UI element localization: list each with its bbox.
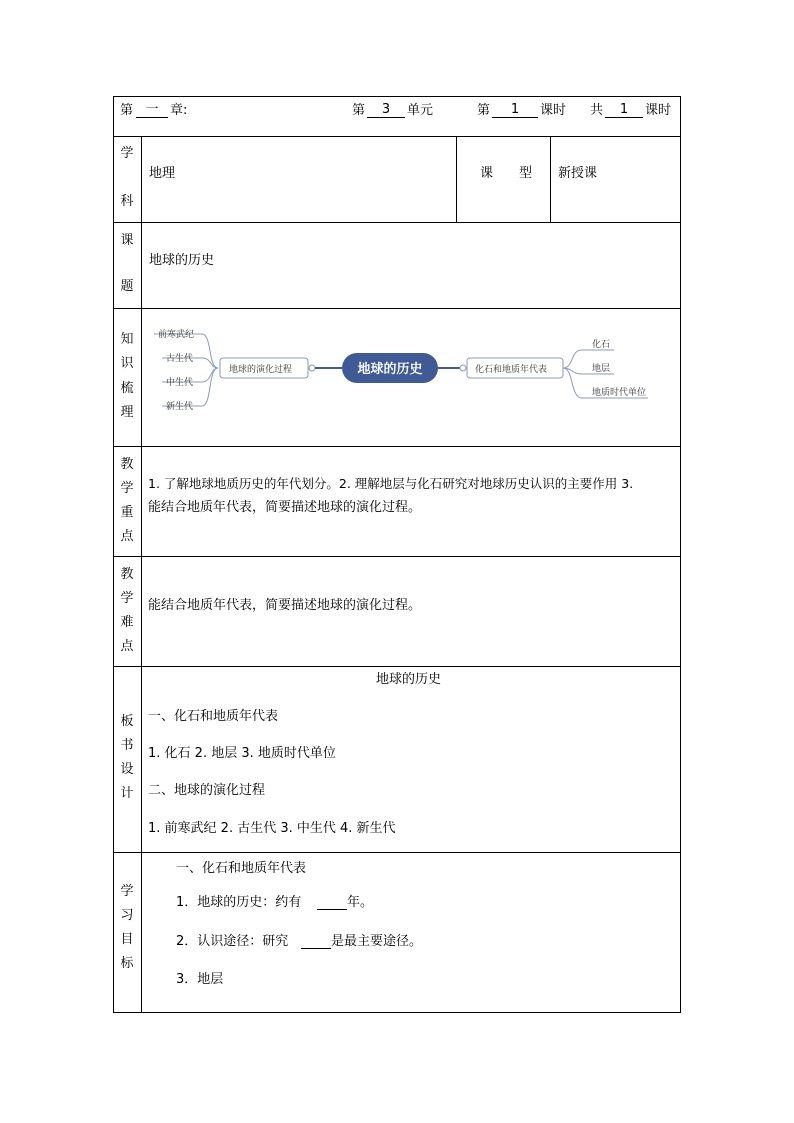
lesson-suffix: 课时 (540, 103, 567, 118)
lesson-prefix: 第 (477, 103, 491, 118)
chapter-suffix: 章: (170, 103, 188, 118)
label-column-divider (141, 136, 142, 1013)
key-points-label: 教 学 重 点 (120, 457, 134, 544)
subject-cell-divider (550, 136, 551, 222)
objectives-line1: 一、化石和地质年代表 (176, 861, 307, 876)
row-divider (113, 556, 681, 557)
subject-label: 学 科 (120, 146, 134, 209)
objectives-line4: 3．地层 (176, 972, 224, 987)
board-line2: 1. 化石 2. 地层 3. 地质时代单位 (148, 746, 336, 761)
row-divider (113, 446, 681, 447)
lesson-value: 1 (492, 103, 538, 118)
row-divider (113, 136, 681, 137)
board-line1: 一、化石和地质年代表 (148, 709, 279, 724)
key-points-line2: 能结合地质年代表，简要描述地球的演化过程。 (148, 500, 422, 515)
chapter-value: 一 (136, 103, 168, 118)
unit-prefix: 第 (352, 103, 366, 118)
total-suffix: 课时 (645, 103, 672, 118)
table-border-right (680, 96, 681, 1013)
total-prefix: 共 (590, 103, 604, 118)
mindmap-center-label: 地球的历史 (357, 362, 423, 377)
lesson-type-label: 课 型 (480, 166, 533, 181)
mindmap-branch-left-label: 地球的演化过程 (229, 365, 293, 375)
knowledge-label: 知 识 梳 理 (120, 332, 134, 420)
table-border-bottom (113, 1012, 681, 1013)
objectives-label: 学 习 目 标 (120, 884, 134, 971)
unit-suffix: 单元 (407, 103, 434, 118)
lesson-plan-page: 第 一 章: 第 3 单元 第 1 课时 共 1 课时 学 科 地理 课 型 新授课 课 题 地球的历史 知 识 梳 理 前寒武纪 古生代 中生代 新生代 地球的演化过程 地球的历史 化石和地质年代表 化石 地层 地质时代单位 教 学 重 点 1. 了解地球地质历史的年代划分。2. 理解地层与化石研究对地球历史认识的主要作用 3. 能结合地质年代表，简要描述地球的演化过程。 教 学 难 点 能结合地质年代表，简要描述地球的演化过程。 板 书 设 计 地球的历史 一、化石和地质年代表 1. 化石 2. 地层 3. 地质时代单位 二、地球的演化过程 1. 前寒武纪 2. 古生代 3. 中生代 4. 新生代 学 习 目 标 一、化石和地质年代表 1．地球的历史：约有 年。 2．认识途径：研究 是最主要途径。 3．地层 (0, 0, 794, 1123)
subject-cell-divider (456, 136, 457, 222)
topic-label: 课 题 (120, 233, 134, 294)
mindmap-branch-right-label: 化石和地质年代表 (475, 365, 548, 375)
knowledge-mindmap (142, 314, 680, 434)
mindmap-leaf-right: 地层 (592, 364, 611, 374)
board-title: 地球的历史 (376, 672, 442, 687)
difficulties-label: 教 学 难 点 (120, 567, 134, 654)
total-value: 1 (605, 103, 643, 118)
topic-value: 地球的历史 (149, 253, 215, 268)
row-divider (113, 308, 681, 309)
answer-blank[interactable] (301, 934, 331, 949)
difficulties-value: 能结合地质年代表，简要描述地球的演化过程。 (148, 598, 422, 613)
board-line3: 二、地球的演化过程 (148, 783, 266, 798)
mindmap-leaf-left: 前寒武纪 (158, 330, 195, 340)
mindmap-leaf-left: 中生代 (166, 378, 194, 388)
board-design-label: 板 书 设 计 (120, 714, 134, 801)
mindmap-leaf-right: 地质时代单位 (592, 388, 647, 398)
row-divider (113, 852, 681, 853)
subject-value: 地理 (149, 166, 176, 181)
mindmap-leaf-left: 新生代 (166, 402, 194, 412)
row-divider (113, 666, 681, 667)
table-border-top (113, 96, 681, 97)
row-divider (113, 222, 681, 223)
unit-value: 3 (367, 103, 405, 118)
lesson-type-value: 新授课 (558, 166, 598, 181)
answer-blank[interactable] (317, 895, 347, 910)
mindmap-leaf-right: 化石 (592, 340, 611, 350)
mindmap-leaf-left: 古生代 (166, 354, 194, 364)
key-points-line1: 1. 了解地球地质历史的年代划分。2. 理解地层与化石研究对地球历史认识的主要作用 3. (148, 476, 634, 491)
mindmap-node-dot (309, 365, 315, 371)
chapter-prefix: 第 (120, 103, 134, 118)
board-line4: 1. 前寒武纪 2. 古生代 3. 中生代 4. 新生代 (148, 821, 396, 836)
mindmap-node-dot (460, 365, 466, 371)
